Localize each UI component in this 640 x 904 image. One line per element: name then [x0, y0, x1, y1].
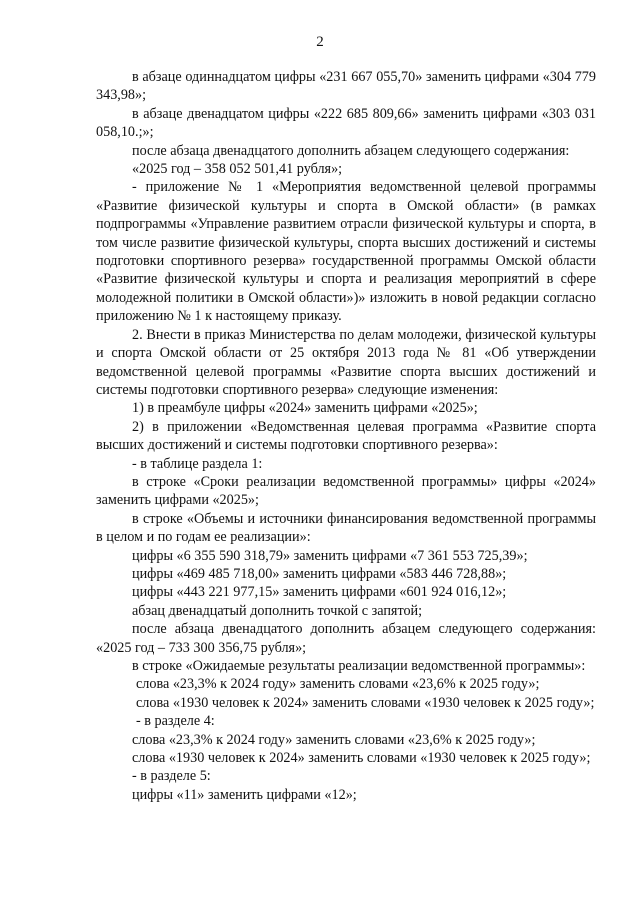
amendment-paragraph-12: в абзаце двенадцатом цифры «222 685 809,66» заменить цифрами «303 031 058,10.;»; [96, 105, 596, 141]
preamble-amendment: 1) в преамбуле цифры «2024» заменить цифрами «2025»; [132, 400, 478, 417]
add-2025-paragraph: после абзаца двенадцатого дополнить абзацем следующего содержания: «2025 год – 733 300 356,75 рубля»; [96, 621, 596, 656]
semicolon-amendment: абзац двенадцатый дополнить точкой с запятой; [132, 602, 423, 619]
section-4-heading: - в разделе 4: [136, 713, 215, 730]
amendment-paragraph-11: в абзаце одиннадцатом цифры «231 667 055,70» заменить цифрами «304 779 343,98»; [96, 69, 596, 104]
section-4-percent-amendment: слова «23,3% к 2024 году» заменить словами «23,6% к 2025 году»; [132, 731, 536, 748]
terms-row-amendment: в строке «Сроки реализации ведомственной программы» цифры «2024» заменить цифрами «2025»; [96, 473, 596, 509]
funding-figure-1: цифры «6 355 590 318,79» заменить цифрами «7 361 553 725,39»; [132, 547, 528, 564]
table-section-1: - в таблице раздела 1: [132, 455, 263, 472]
funding-row-amendment: в строке «Объемы и источники финансирования ведомственной программы в целом и по годам ее реализации»: [96, 510, 596, 546]
results-people-amendment: слова «1930 человек к 2024» заменить словами «1930 человек к 2025 году»; [136, 694, 595, 711]
funding-figure-2: цифры «469 485 718,00» заменить цифрами «583 446 728,88»; [132, 565, 507, 582]
section-5-figures-amendment: цифры «11» заменить цифрами «12»; [132, 786, 357, 803]
appendix-amendment: 2) в приложении «Ведомственная целевая программа «Развитие спорта высших достижений и системы подготовки спортивного резерва»: [96, 418, 596, 454]
results-percent-amendment: слова «23,3% к 2024 году» заменить словами «23,6% к 2025 году»; [136, 676, 540, 693]
add-paragraph-instruction: после абзаца двенадцатого дополнить абзацем следующего содержания: [132, 142, 570, 159]
section-5-heading: - в разделе 5: [132, 768, 211, 785]
page-number: 2 [316, 34, 324, 50]
year-2025-amount: «2025 год – 358 052 501,41 рубля»; [132, 161, 343, 178]
appendix-1-instruction: - приложение № 1 «Мероприятия ведомственной целевой программы «Развитие физической культуры и спорта в Омской области» (в рамках подпрограммы «Управление развитием отрасли физической культуры и спорта, в том числе развитие физической культуры, спорта высших достижений и системы подготовки спортивного резерва» государственной программы Омской области «Развитие физической культуры и спорта и реализация мероприятий в сфере молодежной политики в Омской области»)» изложить в новой редакции согласно приложению № 1 к настоящему приказу. [96, 179, 596, 325]
document-body [96, 68, 596, 804]
section-4-people-amendment: слова «1930 человек к 2024» заменить словами «1930 человек к 2025 году»; [132, 750, 591, 767]
funding-figure-3: цифры «443 221 977,15» заменить цифрами «601 924 016,12»; [132, 584, 507, 601]
section-2-heading-paragraph: 2. Внести в приказ Министерства по делам молодежи, физической культуры и спорта Омской области от 25 октября 2013 года № 81 «Об утверждении ведомственной целевой программы «Развитие спорта высших достижений и системы подготовки спортивного резерва» следующие изменения: [96, 326, 596, 398]
expected-results-row: в строке «Ожидаемые результаты реализации ведомственной программы»: [132, 658, 586, 674]
